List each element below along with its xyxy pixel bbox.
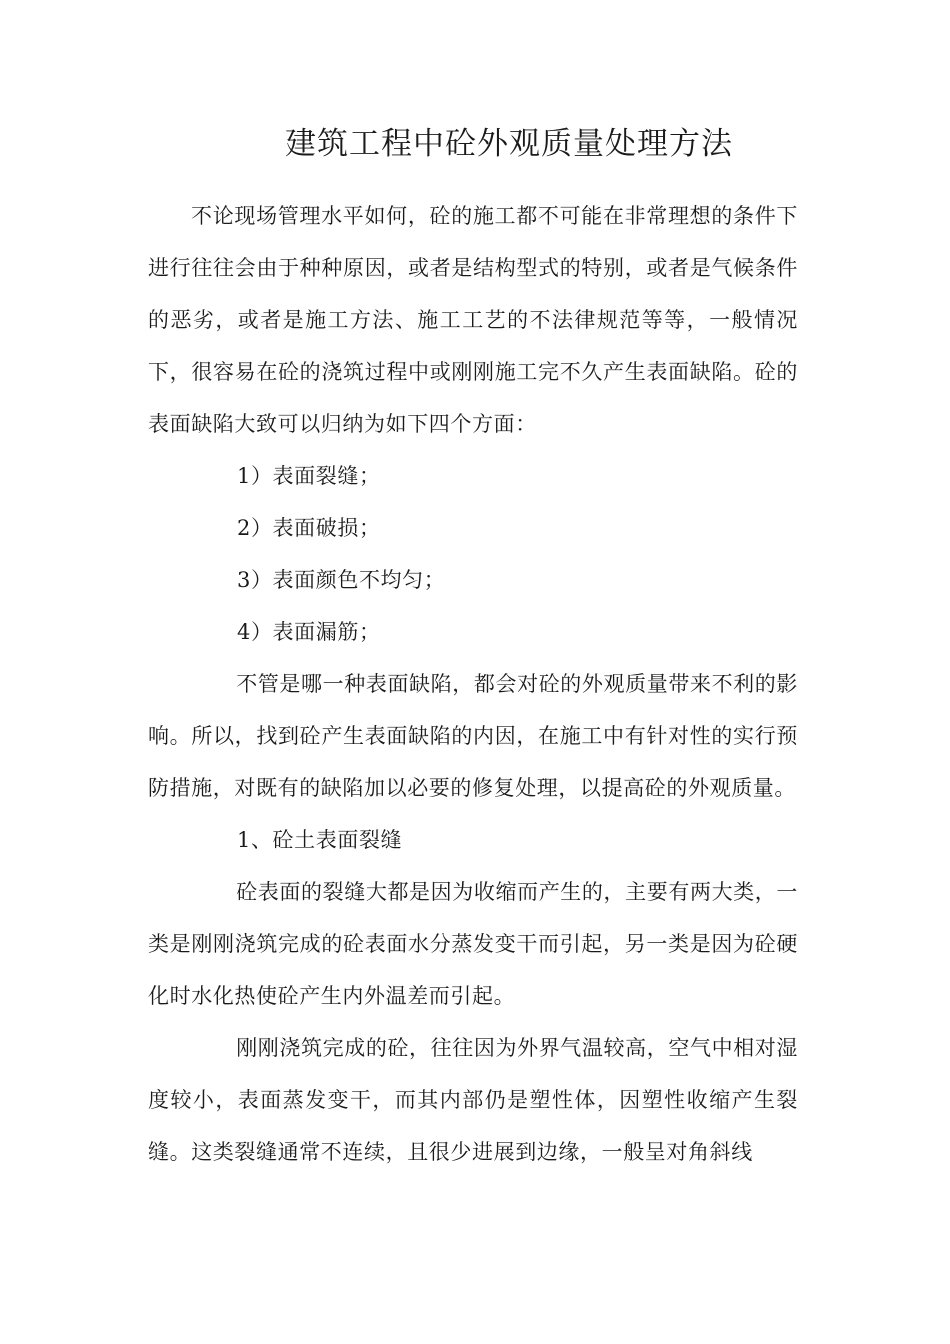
intro-paragraph: 不论现场管理水平如何，砼的施工都不可能在非常理想的条件下进行往往会由于种种原因，或者是结构型式的特别，或者是气候条件的恶劣，或者是施工方法、施工工艺的不法律规范等等，一般情况下，很容易在砼的浇筑过程中或刚刚施工完不久产生表面缺陷。砼的表面缺陷大致可以归纳为如下四个方面：: [148, 204, 798, 436]
body-paragraph: 不管是哪一种表面缺陷，都会对砼的外观质量带来不利的影响。所以，找到砼产生表面缺陷的内因，在施工中有针对性的实行预防措施，对既有的缺陷加以必要的修复处理，以提高砼的外观质量。: [148, 672, 798, 800]
list-item: 4）表面漏筋；: [237, 620, 381, 644]
list-item: 1）表面裂缝；: [237, 464, 381, 488]
list-item: 2）表面破损；: [237, 516, 381, 540]
body-paragraph: 砼表面的裂缝大都是因为收缩而产生的，主要有两大类，一类是刚刚浇筑完成的砼表面水分蒸发变干而引起，另一类是因为砼硬化时水化热使砼产生内外温差而引起。: [148, 880, 798, 1008]
document-body: [148, 190, 798, 1178]
document-title: 建筑工程中砼外观质量处理方法: [285, 126, 733, 162]
list-item: 3）表面颜色不均匀；: [237, 568, 446, 592]
section-heading: 1、砼土表面裂缝: [237, 828, 403, 852]
body-paragraph: 刚刚浇筑完成的砼，往往因为外界气温较高，空气中相对湿度较小，表面蒸发变干，而其内部仍是塑性体，因塑性收缩产生裂缝。这类裂缝通常不连续，且很少进展到边缘，一般呈对角斜线: [148, 1036, 798, 1164]
